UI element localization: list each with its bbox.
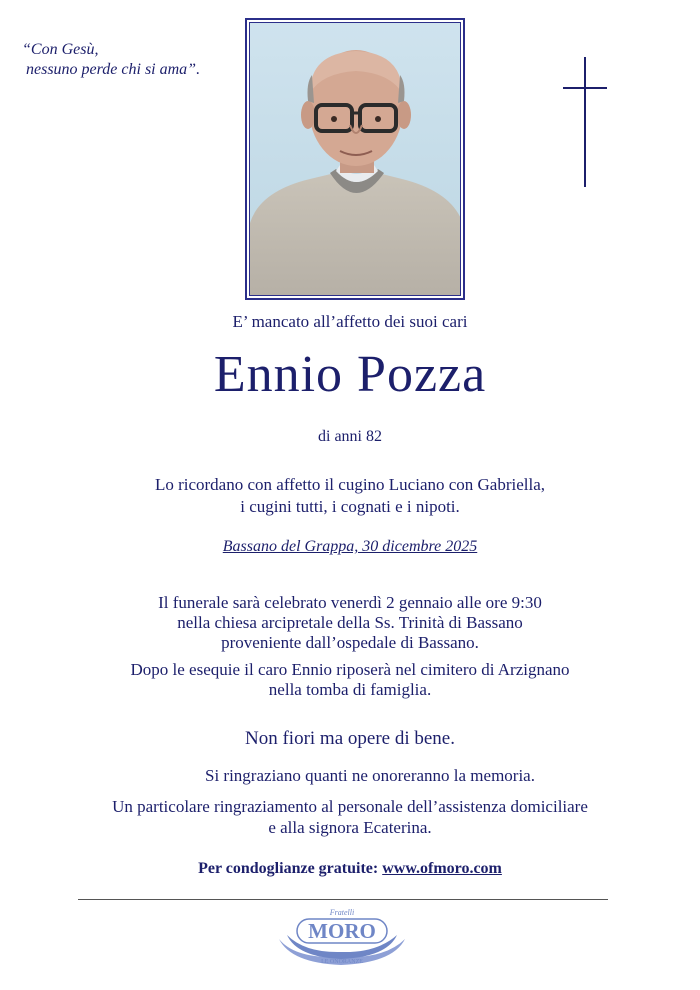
thanks-special [0,796,700,838]
remembrance-line-2: i cugini tutti, i cognati e i nipoti. [240,497,460,516]
thanks-line-3: e alla signora Ecaterina. [268,818,432,837]
portrait-image [250,23,461,296]
condolences-line [0,860,700,878]
quote-line-2: nessuno perde chi si ama”. [26,61,201,78]
place-date-text: Bassano del Grappa, 30 dicembre 2025 [222,538,478,555]
intro-text: E’ mancato all’affetto dei suoi cari [232,312,468,331]
burial-details [0,660,700,700]
burial-line-2: nella tomba di famiglia. [268,680,432,699]
funeral-line-1: Il funerale sarà celebrato venerdì 2 gennaio alle ore 9:30 [158,593,542,612]
funeral-details [0,593,700,653]
burial-line-1: Dopo le esequie il caro Ennio riposerà nel cimitero di Arzignano [130,660,570,679]
moro-logo-image [275,905,410,967]
deceased-age: di anni 82 [318,428,382,445]
remembrance-line-1: Lo ricordano con affetto il cugino Luciano con Gabriella, [154,475,546,494]
logo-top-text: Fratelli [329,908,355,917]
no-flowers-text: Non fiori ma opere di bene. [245,728,455,749]
logo-bottom-text: LE ONORANZE [321,959,363,965]
portrait-photo [249,22,461,296]
epigraph-quote [22,40,200,80]
funeral-line-3: proveniente dall’ospedale di Bassano. [221,633,479,652]
quote-line-1: “Con Gesù, [22,41,99,58]
moro-logo [275,905,410,967]
funeral-line-2: nella chiesa arcipretale della Ss. Trinità di Bassano [177,613,523,632]
thanks-line-2: Un particolare ringraziamento al personale dell’assistenza domiciliare [112,797,588,816]
deceased-name: Ennio Pozza [213,346,487,403]
divider [78,899,608,900]
remembrance-text [0,474,700,518]
logo-brand-text: MORO [308,919,376,943]
place-date [0,538,700,556]
thanks-line-1: Si ringraziano quanti ne onoreranno la memoria. [205,766,535,785]
condolences-label: Per condoglianze gratuite: [198,860,379,877]
condolences-link[interactable]: www.ofmoro.com [382,860,502,877]
cross-icon [563,57,607,187]
portrait-frame [245,18,465,300]
